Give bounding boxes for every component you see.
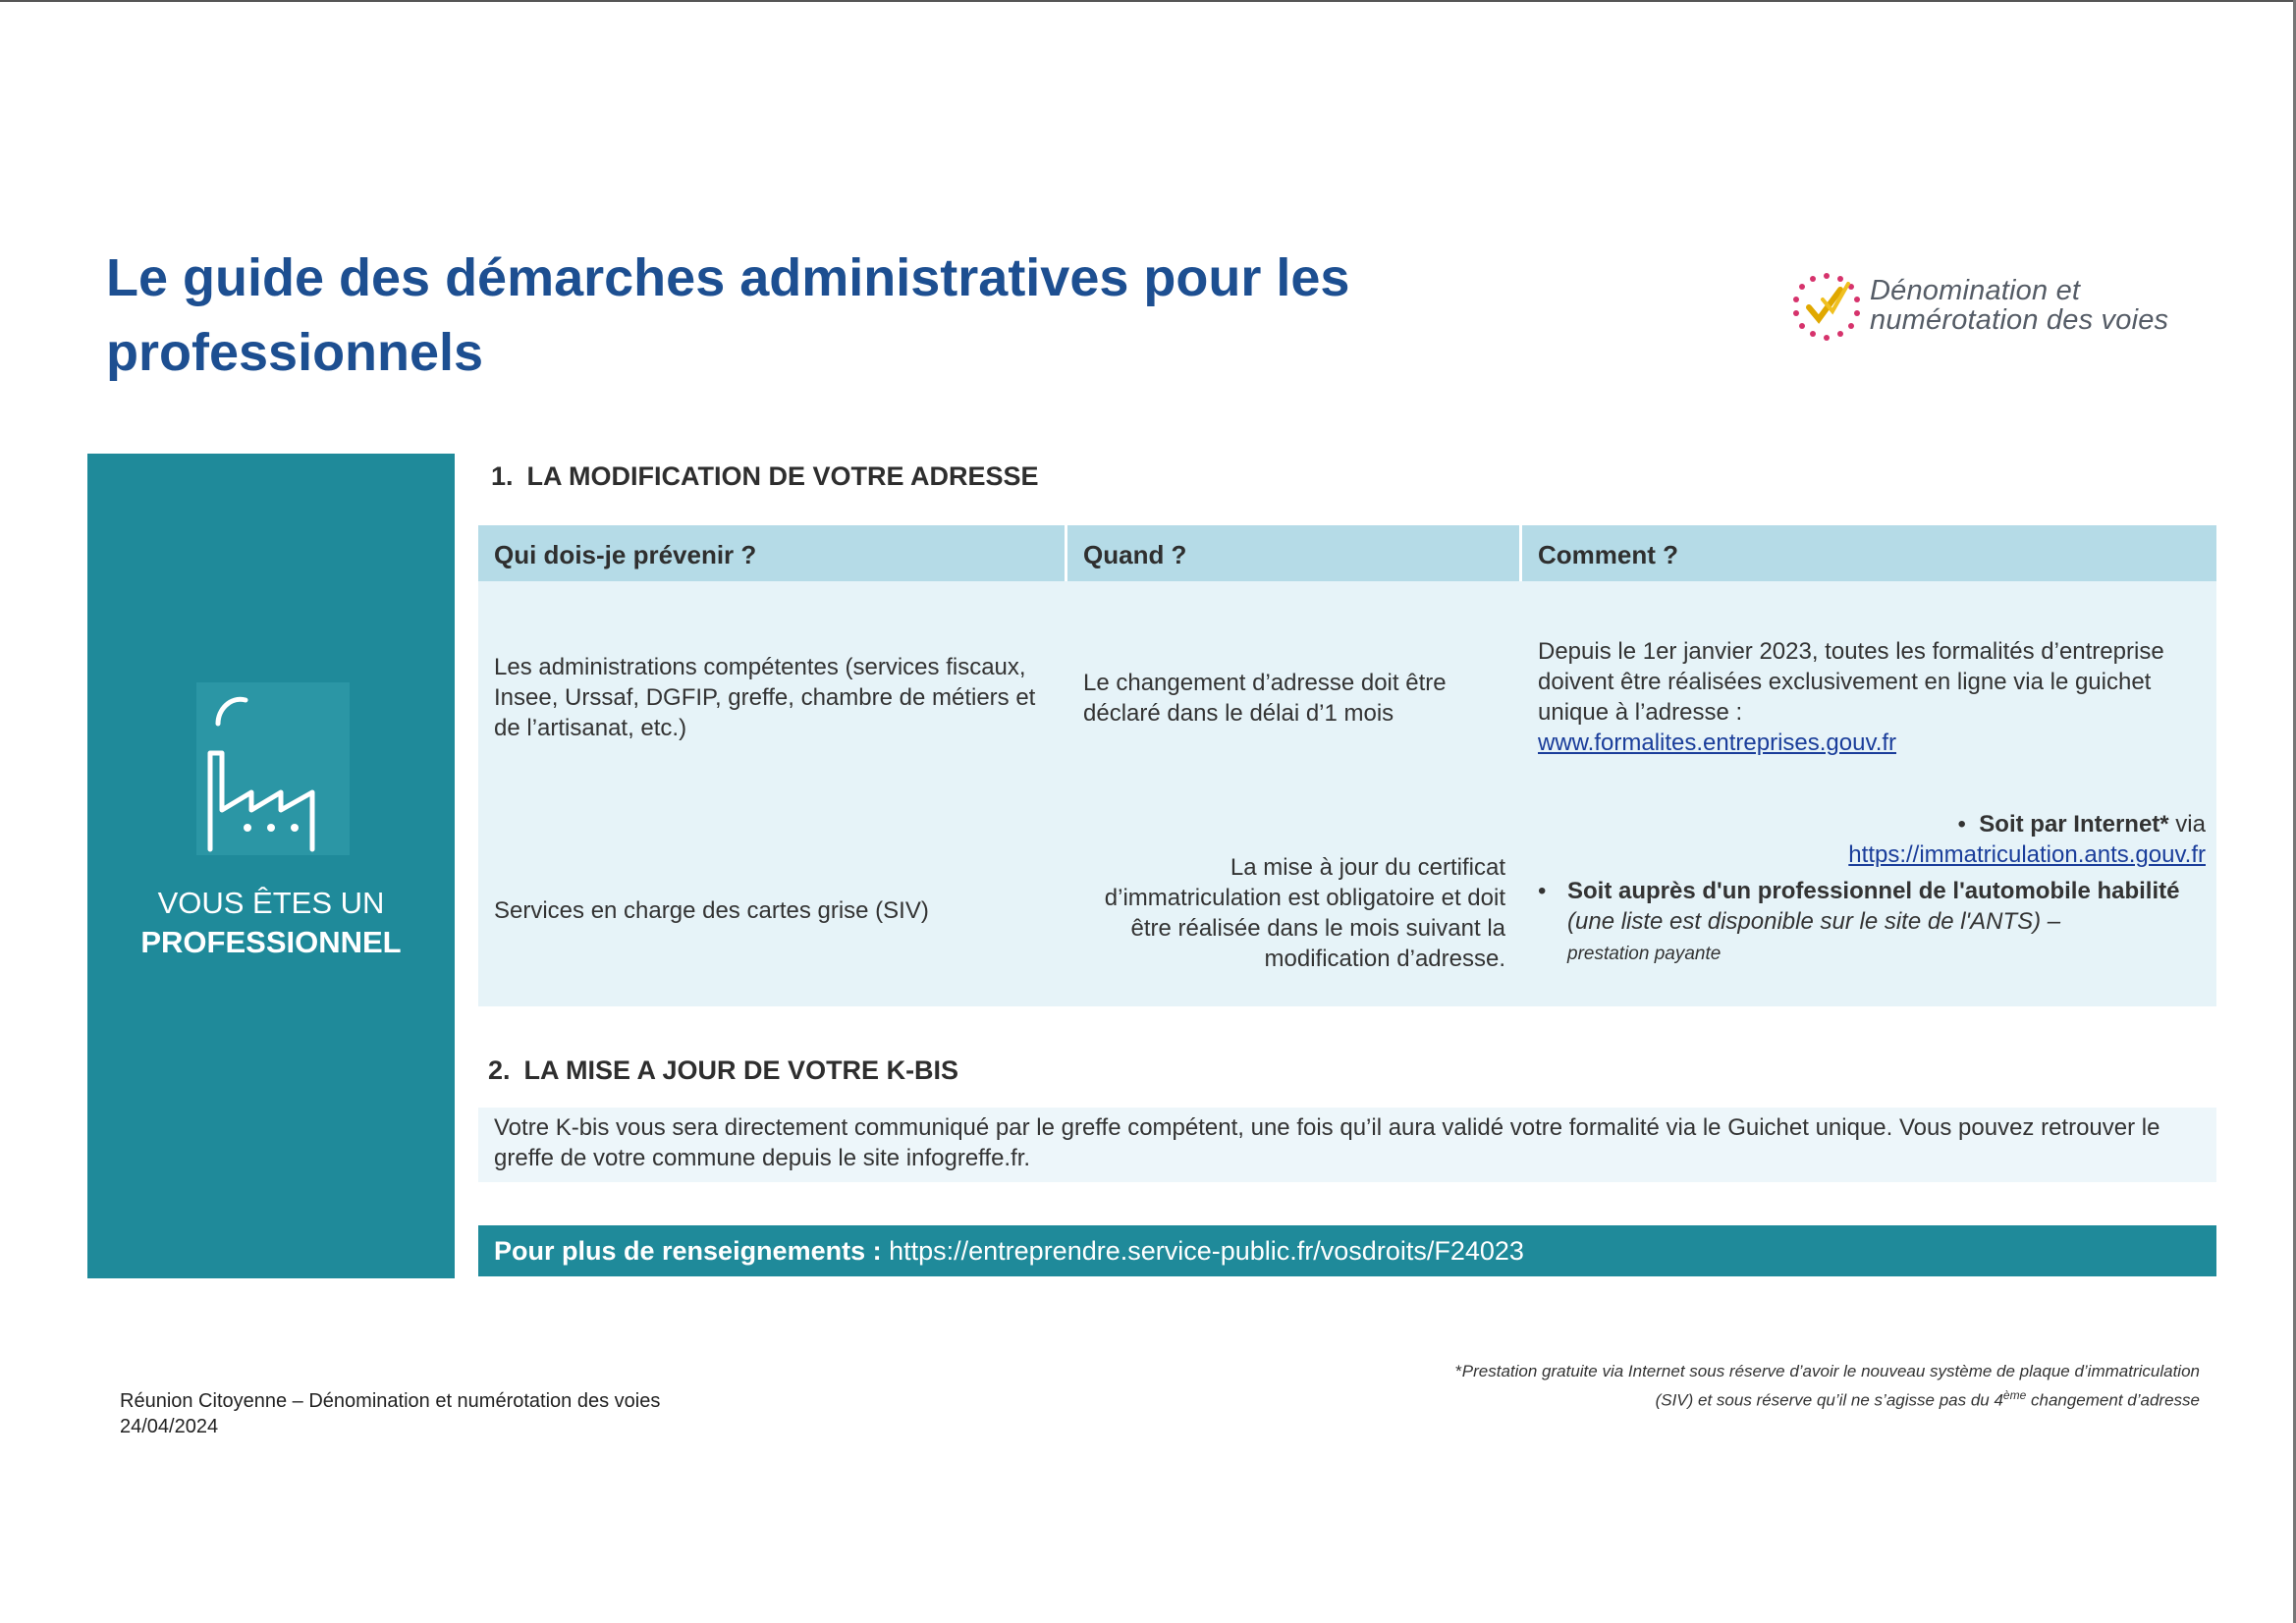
sidebar-panel xyxy=(87,454,455,1278)
section1-number: 1. xyxy=(491,461,514,491)
banner-url[interactable]: https://entreprendre.service-public.fr/vosdroits/F24023 xyxy=(881,1236,1524,1266)
section2-heading xyxy=(488,1055,958,1086)
table-header xyxy=(478,525,2216,581)
bullet-icon: • xyxy=(1538,878,1547,904)
footnote-line2b: changement d’adresse xyxy=(2026,1390,2200,1410)
logo-line1: Dénomination et xyxy=(1870,275,2081,306)
logo-text xyxy=(1870,276,2168,335)
sidebar-title-line1: VOUS ÊTES UN xyxy=(157,886,385,920)
bullet2-bold: Soit auprès d'un professionnel de l'automobile habilité xyxy=(1567,878,2180,904)
logo xyxy=(1789,270,2221,349)
row2-when: La mise à jour du certificat d’immatriculation est obligatoire et doit être réalisée dans le mois suivant la modification d’adresse. xyxy=(1104,854,1505,972)
row1-who: Les administrations compétentes (services fiscaux, Insee, Urssaf, DGFIP, greffe, chambre de métiers et de l’artisanat, etc.) xyxy=(494,654,1036,741)
footnote-line2a: (SIV) et sous réserve qu’il ne s’agisse pas du 4 xyxy=(1655,1390,2003,1410)
row2-who: Services en charge des cartes grise (SIV) xyxy=(494,897,929,924)
section1-heading xyxy=(491,461,1039,492)
formalites-link[interactable]: www.formalites.entreprises.gouv.fr xyxy=(1538,730,1897,756)
logo-line2: numérotation des voies xyxy=(1870,304,2169,336)
bullet2-italic: (une liste est disponible sur le site de l'ANTS) – xyxy=(1567,908,2061,935)
bullet2-small: prestation payante xyxy=(1567,944,1722,964)
footnote-star: * xyxy=(1455,1362,1462,1380)
row2-how-bullet2 xyxy=(1538,876,2206,967)
section2-title: LA MISE A JOUR DE VOTRE K-BIS xyxy=(523,1055,959,1085)
row2-how-bullet1 xyxy=(1538,809,2206,870)
factory-icon-box xyxy=(196,682,350,855)
row1-how-text: Depuis le 1er janvier 2023, toutes les formalités d’entreprise doivent être réalisées exclusivement en ligne via le guichet unique à l’adresse : xyxy=(1538,638,2164,726)
sidebar-title-line2: PROFESSIONNEL xyxy=(140,925,402,959)
column-header-when: Quand ? xyxy=(1067,525,1519,581)
column-header-how: Comment ? xyxy=(1522,525,2216,581)
bullet-icon: • xyxy=(1957,811,1980,838)
row1-when: Le changement d’adresse doit être déclaré dans le délai d’1 mois xyxy=(1083,670,1447,727)
table-body xyxy=(478,581,2216,1006)
factory-icon xyxy=(196,682,350,855)
column-header-who: Qui dois-je prévenir ? xyxy=(478,525,1065,581)
footer xyxy=(120,1388,660,1439)
row1-how xyxy=(1538,636,2206,758)
footnote xyxy=(1218,1360,2200,1413)
info-banner xyxy=(478,1225,2216,1276)
sidebar-title xyxy=(87,884,455,962)
page-title: Le guide des démarches administratives pour les professionnels xyxy=(106,248,1350,382)
banner-label: Pour plus de renseignements : xyxy=(494,1236,882,1266)
ants-link[interactable]: https://immatriculation.ants.gouv.fr xyxy=(1848,841,2206,868)
kbis-paragraph: Votre K-bis vous sera directement communiqué par le greffe compétent, une fois qu’il aura validé votre formalité via le Guichet unique. Vous pouvez retrouver le greffe de votre commune depuis le site infogreffe.fr. xyxy=(478,1108,2216,1182)
logo-badge-icon xyxy=(1789,270,1864,345)
bullet1-text: via xyxy=(2168,811,2206,838)
footnote-line1: Prestation gratuite via Internet sous réserve d’avoir le nouveau système de plaque d’immatriculation xyxy=(1461,1362,2200,1380)
footer-line1: Réunion Citoyenne – Dénomination et numérotation des voies xyxy=(120,1390,661,1412)
address-table xyxy=(478,525,2216,1006)
bullet1-bold: Soit par Internet* xyxy=(1979,811,2169,838)
section2-number: 2. xyxy=(488,1055,511,1085)
section1-title: LA MODIFICATION DE VOTRE ADRESSE xyxy=(526,461,1039,491)
footnote-sup: ème xyxy=(2002,1388,2027,1402)
scan-edge-top xyxy=(0,0,2296,2)
footer-date: 24/04/2024 xyxy=(120,1416,219,1437)
